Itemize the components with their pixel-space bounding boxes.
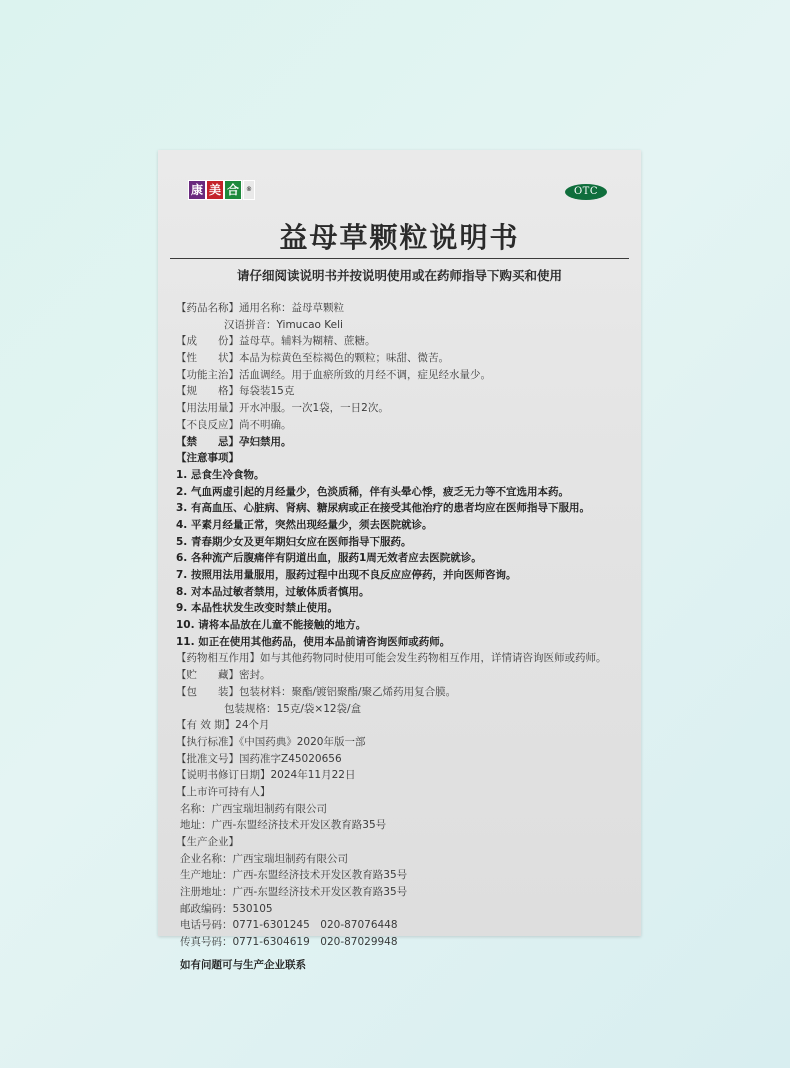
pinyin-line: 汉语拼音：Yimucao Keli	[224, 318, 343, 331]
dosage-line: 【用法用量】开水冲服。一次1袋，一日2次。	[176, 402, 389, 415]
holder-name-line: 名称：广西宝瑞坦制药有限公司	[180, 802, 327, 815]
drug-name-line: 【药品名称】通用名称：益母草颗粒	[176, 302, 344, 314]
document-subtitle: 请仔细阅读说明书并按说明使用或在药师指导下购买和使用	[236, 268, 562, 283]
drug-interactions-line: 【药物相互作用】如与其他药物同时使用可能会发生药物相互作用，详情请咨询医师或药师。	[176, 652, 607, 665]
ingredients-line: 【成 份】益母草。辅料为糊精、蔗糖。	[176, 335, 376, 348]
logo-char-3: 合	[224, 180, 242, 200]
instruction-leaflet	[158, 150, 641, 971]
title-divider	[170, 258, 629, 259]
precaution-item: 5. 青春期少女及更年期妇女应在医师指导下服药。	[176, 535, 412, 548]
precaution-item: 1. 忌食生冷食物。	[176, 468, 265, 481]
precaution-item: 10. 请将本品放在儿童不能接触的地方。	[176, 619, 367, 632]
postal-code-line: 邮政编码：530105	[180, 902, 273, 915]
contact-note: 如有问题可与生产企业联系	[180, 958, 306, 971]
standard-line: 【执行标准】《中国药典》2020年版一部	[176, 735, 366, 748]
appearance-line: 【性 状】本品为棕黄色至棕褐色的颗粒；味甜、微苦。	[176, 352, 449, 365]
registered-address-line: 注册地址：广西-东盟经济技术开发区教育路35号	[180, 886, 408, 899]
approval-number-line: 【批准文号】国药准字Z45020656	[176, 752, 342, 765]
logo-char-2: 美	[206, 180, 224, 200]
precautions-heading: 【注意事项】	[176, 452, 239, 465]
manufacturer-name-line: 企业名称：广西宝瑞坦制药有限公司	[180, 852, 348, 865]
precaution-item: 6. 各种流产后腹痛伴有阴道出血，服药1周无效者应去医院就诊。	[176, 552, 482, 565]
registered-mark: ®	[243, 180, 255, 200]
specification-line: 【规 格】每袋装15克	[176, 385, 295, 398]
precaution-item: 8. 对本品过敏者禁用，过敏体质者慎用。	[176, 585, 370, 598]
production-address-line: 生产地址：广西-东盟经济技术开发区教育路35号	[180, 869, 408, 882]
revision-date-line: 【说明书修订日期】2024年11月22日	[176, 769, 356, 782]
holder-address-line: 地址：广西-东盟经济技术开发区教育路35号	[180, 819, 387, 832]
precaution-item: 9. 本品性状发生改变时禁止使用。	[176, 602, 338, 615]
precaution-item: 7. 按照用法用量服用，服药过程中出现不良反应应停药，并向医师咨询。	[176, 569, 517, 581]
packaging-spec-line: 包装规格：15克/袋×12袋/盒	[224, 702, 362, 715]
indications-line: 【功能主治】活血调经。用于血瘀所致的月经不调，症见经水量少。	[176, 368, 491, 381]
phone-line: 电话号码：0771-6301245 020-87076448	[180, 919, 398, 932]
leaflet-body	[176, 300, 636, 974]
manufacturer-heading: 【生产企业】	[176, 836, 239, 848]
adverse-reactions-line: 【不良反应】尚不明确。	[176, 418, 292, 431]
precaution-item: 4. 平素月经量正常，突然出现经量少，须去医院就诊。	[176, 518, 433, 531]
brand-logo	[188, 180, 255, 200]
precaution-item: 11. 如正在使用其他药品，使用本品前请咨询医师或药师。	[176, 635, 451, 648]
precaution-item: 3. 有高血压、心脏病、肾病、糖尿病或正在接受其他治疗的患者均应在医师指导下服用。	[176, 502, 590, 515]
fax-line: 传真号码：0771-6304619 020-87029948	[180, 936, 398, 949]
contraindications-line: 【禁 忌】孕妇禁用。	[176, 435, 292, 448]
packaging-material-line: 【包 装】包装材料：聚酯/镀铝聚酯/聚乙烯药用复合膜。	[176, 685, 457, 698]
precaution-item: 2. 气血两虚引起的月经量少，色淡质稀，伴有头晕心悸，疲乏无力等不宜选用本药。	[176, 485, 569, 498]
holder-heading: 【上市许可持有人】	[176, 785, 271, 798]
document-title: 益母草颗粒说明书	[279, 221, 520, 254]
logo-char-1: 康	[188, 180, 206, 200]
expiry-line: 【有 效 期】24个月	[176, 719, 270, 732]
otc-badge: OTC	[565, 184, 607, 200]
storage-line: 【贮 藏】密封。	[176, 669, 271, 682]
